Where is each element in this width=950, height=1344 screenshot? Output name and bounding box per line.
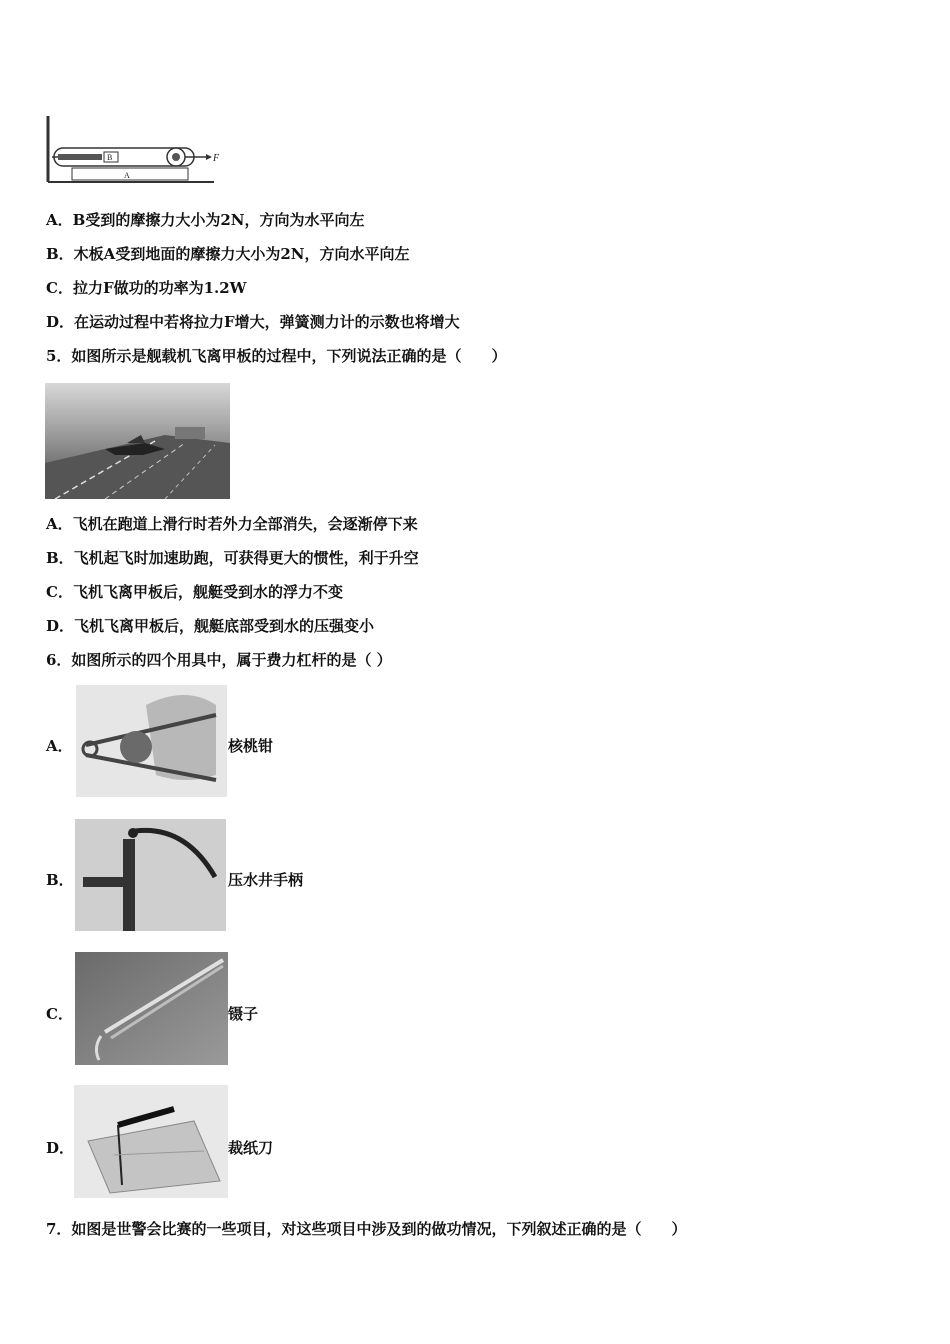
q4-option-d: D．在运动过程中若将拉力F增大，弹簧测力计的示数也将增大 <box>46 313 460 331</box>
q5-carrier-photo <box>45 383 230 499</box>
q6-option-c-photo <box>75 952 228 1065</box>
q6-option-a-photo <box>76 685 227 797</box>
q4-figure-label: F <box>213 153 220 164</box>
q6-option-b-name: 压水井手柄 <box>228 871 304 889</box>
q6-stem: 6．如图所示的四个用具中，属于费力杠杆的是（ ） <box>46 651 392 669</box>
q6-option-a-name: 核桃钳 <box>228 737 274 755</box>
q4-option-a: A．B受到的摩擦力大小为2N，方向为水平向左 <box>46 211 365 229</box>
q7-stem: 7．如图是世警会比赛的一些项目，对这些项目中涉及到的做功情况，下列叙述正确的是（ ） <box>46 1220 687 1238</box>
q5-option-c: C．飞机飞离甲板后，舰艇受到水的浮力不变 <box>46 583 343 601</box>
q5-option-d: D．飞机飞离甲板后，舰艇底部受到水的压强变小 <box>46 617 375 635</box>
q5-stem: 5．如图所示是舰载机飞离甲板的过程中，下列说法正确的是（ ） <box>46 347 507 365</box>
q5-option-a: A．飞机在跑道上滑行时若外力全部消失，会逐渐停下来 <box>46 515 418 533</box>
q5-option-b: B．飞机起飞时加速助跑，可获得更大的惯性，利于升空 <box>46 549 419 567</box>
q4-option-c: C．拉力F做功的功率为1.2W <box>46 279 247 297</box>
q4-figure-box-a: A <box>124 171 130 180</box>
q6-option-c-name: 镊子 <box>228 1005 259 1023</box>
q6-option-b-photo <box>75 819 226 931</box>
q4-figure <box>44 114 224 186</box>
q6-option-d-photo <box>74 1085 228 1198</box>
q6-option-c-label: C． <box>46 1005 73 1023</box>
q6-option-d-name: 裁纸刀 <box>228 1139 274 1157</box>
q4-figure-box-b: B <box>107 153 113 162</box>
q6-option-d-label: D． <box>46 1139 75 1157</box>
q6-option-a-label: A． <box>46 737 73 755</box>
q4-option-b: B．木板A受到地面的摩擦力大小为2N，方向水平向左 <box>46 245 410 263</box>
q6-option-b-label: B． <box>46 871 74 889</box>
